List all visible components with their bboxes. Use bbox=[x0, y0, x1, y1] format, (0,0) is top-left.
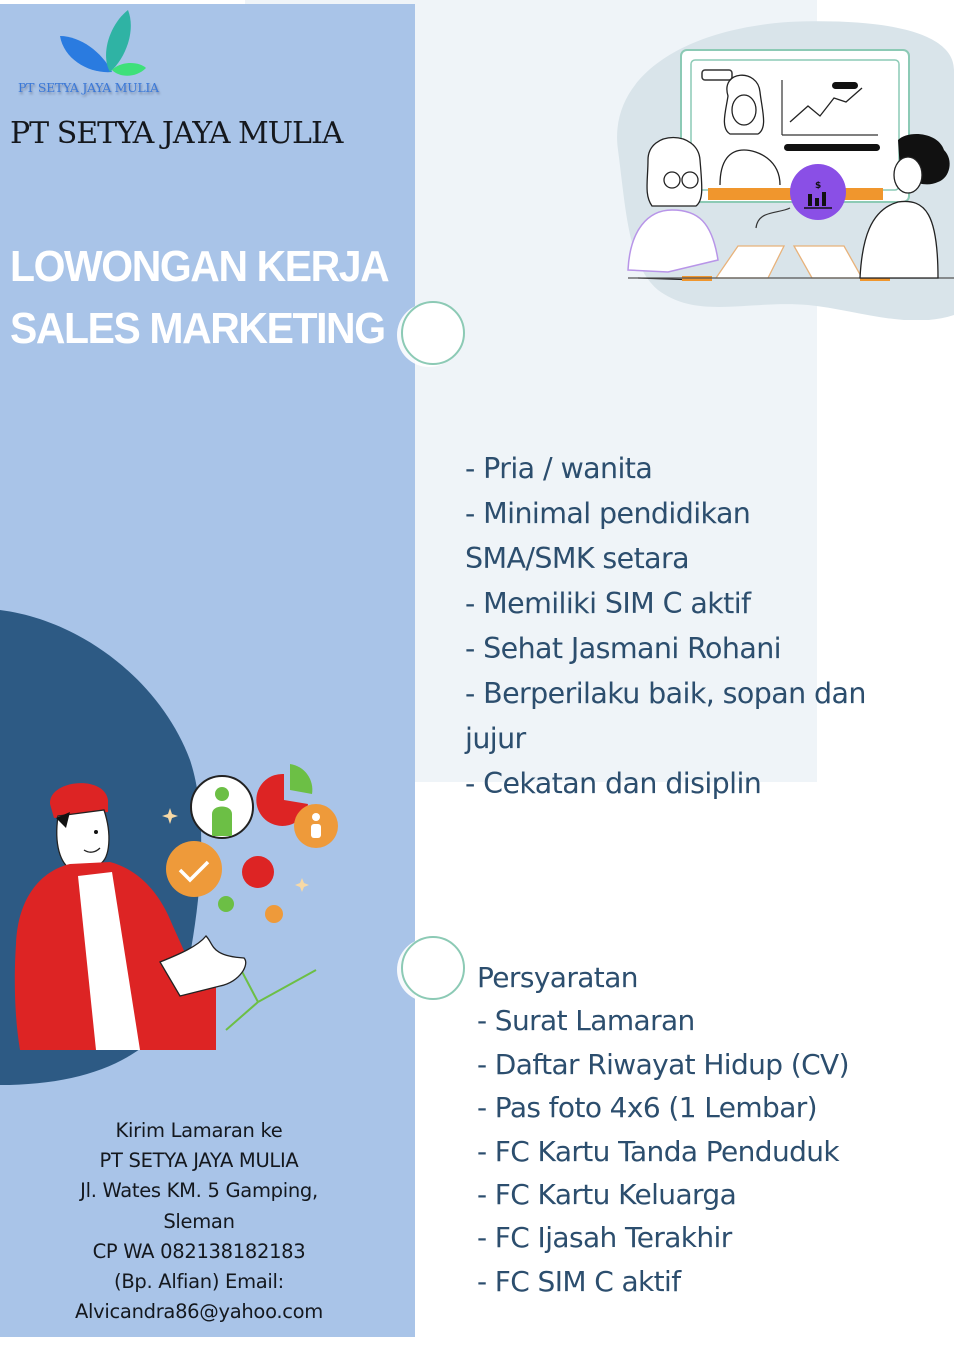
job-title bbox=[10, 236, 388, 360]
list-item: - FC SIM C aktif bbox=[477, 1264, 681, 1298]
qualifications-list bbox=[465, 446, 905, 806]
contact-email[interactable]: Alvicandra86@yahoo.com bbox=[74, 1300, 323, 1324]
contact-city: Sleman bbox=[163, 1209, 235, 1233]
list-item: - Minimal pendidikan bbox=[465, 497, 751, 530]
list-item: - Pas foto 4x6 (1 Lembar) bbox=[477, 1091, 817, 1125]
svg-text:$: $ bbox=[815, 181, 822, 191]
decorative-circle bbox=[401, 301, 465, 365]
list-item: - FC Kartu Tanda Penduduk bbox=[477, 1134, 840, 1168]
requirements-list bbox=[477, 956, 917, 1303]
contact-info bbox=[0, 1116, 398, 1327]
man-presenting-icons-illustration bbox=[0, 724, 360, 1058]
company-name: PT SETYA JAYA MULIA bbox=[10, 116, 343, 151]
list-item: - Sehat Jasmani Rohani bbox=[465, 632, 781, 665]
list-item: - FC Ijasah Terakhir bbox=[477, 1221, 732, 1255]
list-item: - Berperilaku baik, sopan dan bbox=[465, 677, 866, 710]
decorative-circle bbox=[401, 936, 465, 1000]
list-item: - Pria / wanita bbox=[465, 452, 653, 485]
contact-line: Kirim Lamaran ke bbox=[115, 1119, 283, 1142]
list-item: jujur bbox=[465, 722, 526, 755]
list-item: - Daftar Riwayat Hidup (CV) bbox=[477, 1047, 849, 1081]
list-item: - Memiliki SIM C aktif bbox=[465, 587, 751, 620]
company-logo bbox=[18, 8, 188, 102]
video-meeting-illustration bbox=[608, 10, 954, 324]
logo-text: PT SETYA JAYA MULIA bbox=[18, 80, 159, 95]
job-title-line-1: LOWONGAN KERJA bbox=[10, 242, 389, 291]
requirements-heading: Persyaratan bbox=[477, 961, 638, 994]
contact-company: PT SETYA JAYA MULIA bbox=[99, 1149, 299, 1173]
list-item: SMA/SMK setara bbox=[465, 542, 690, 575]
list-item: - FC Kartu Keluarga bbox=[477, 1178, 737, 1212]
list-item: - Cekatan dan disiplin bbox=[465, 767, 762, 800]
job-title-line-2: SALES MARKETING bbox=[10, 304, 385, 353]
list-item: - Surat Lamaran bbox=[477, 1004, 695, 1038]
contact-person: (Bp. Alfian) Email: bbox=[114, 1270, 284, 1294]
leaves-logo-icon bbox=[56, 8, 146, 80]
contact-phone[interactable]: CP WA 082138182183 bbox=[92, 1239, 306, 1263]
contact-address: Jl. Wates KM. 5 Gamping, bbox=[80, 1179, 318, 1203]
left-sidebar-panel bbox=[0, 4, 415, 1337]
